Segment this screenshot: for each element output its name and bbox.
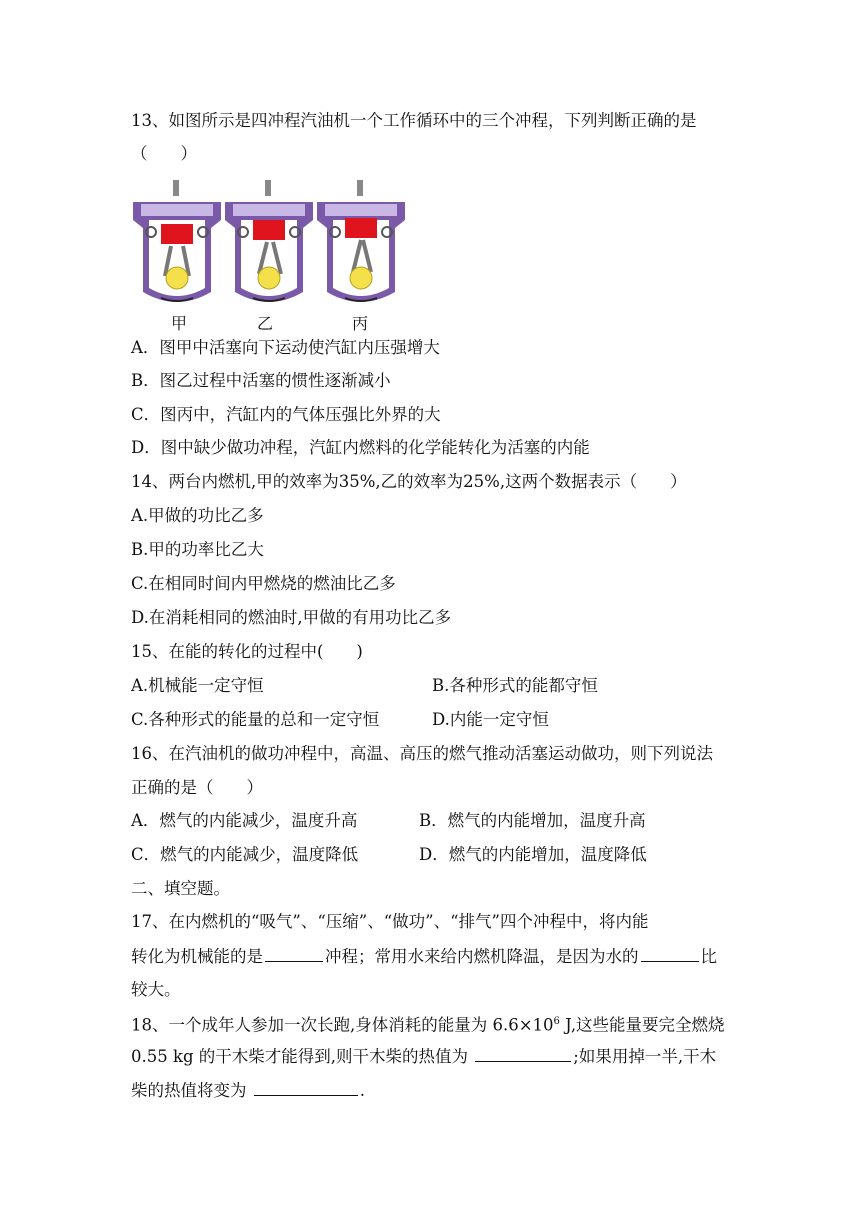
q13-option-b: B．图乙过程中活塞的惯性逐渐减小 (131, 371, 391, 390)
q13-option-c: C．图丙中，汽缸内的气体压强比外界的大 (131, 405, 441, 424)
q14-stem: 14、两台内燃机,甲的效率为35%,乙的效率为25%,这两个数据表示（ ） (131, 472, 687, 491)
q15-option-a: A.机械能一定守恒 (131, 676, 264, 695)
q17-line2 (131, 945, 717, 968)
q18-line1 (131, 1011, 725, 1037)
q17-blank-1[interactable] (265, 945, 323, 962)
q16-stem-line2: 正确的是（ ） (131, 778, 263, 797)
q18-text-c: 0.55 kg 的干木柴才能得到,则干木柴的热值为 (131, 1047, 474, 1066)
q16-option-d: D．燃气的内能增加，温度降低 (419, 845, 647, 864)
q17-text-b: 冲程；常用水来给内燃机降温，是因为水的 (325, 947, 639, 966)
q17-blank-2[interactable] (641, 945, 699, 962)
section-heading-fill-in: 二、填空题。 (131, 879, 230, 898)
q18-exponent: 6 (553, 1016, 560, 1027)
q15-option-c: C.各种形式的能量的总和一定守恒 (131, 710, 380, 729)
q14-option-c: C.在相同时间内甲燃烧的燃油比乙多 (131, 574, 396, 593)
q18-blank-2[interactable] (254, 1079, 358, 1096)
q13-option-a: A．图甲中活塞向下运动使汽缸内压强增大 (131, 338, 440, 357)
q13-stem: 13、如图所示是四冲程汽油机一个工作循环中的三个冲程，下列判断正确的是 (131, 111, 697, 130)
q13-paren: （ ） (131, 144, 197, 163)
q16-option-c: C．燃气的内能减少，温度降低 (131, 845, 359, 864)
engine-jia-diagram (131, 180, 223, 310)
q18-line3 (131, 1079, 365, 1102)
engine-label-jia: 甲 (171, 314, 188, 333)
q16-stem-line1: 16、在汽油机的做功冲程中，高温、高压的燃气推动活塞运动做功，则下列说法 (131, 744, 713, 763)
q15-option-d: D.内能一定守恒 (432, 710, 549, 729)
q17-line1: 17、在内燃机的“吸气”、“压缩”、“做功”、“排气”四个冲程中，将内能 (131, 912, 649, 931)
q17-text-a: 转化为机械能的是 (131, 947, 263, 966)
engine-bing-diagram (315, 180, 407, 310)
q18-text-b: J,这些能量要完全燃烧 (559, 1015, 725, 1035)
q18-text-f: . (359, 1081, 365, 1100)
q13-option-d: D．图中缺少做功冲程，汽缸内燃料的化学能转化为活塞的内能 (131, 438, 590, 457)
q14-option-b: B.甲的功率比乙大 (131, 540, 264, 559)
q14-option-d: D.在消耗相同的燃油时,甲做的有用功比乙多 (131, 608, 452, 627)
q18-blank-1[interactable] (475, 1045, 571, 1062)
q15-stem: 15、在能的转化的过程中( ) (131, 642, 363, 661)
q18-text-e: 柴的热值将变为 (131, 1081, 252, 1100)
engine-label-yi: 乙 (257, 314, 274, 333)
q15-option-b: B.各种形式的能都守恒 (432, 676, 598, 695)
q14-option-a: A.甲做的功比乙多 (131, 506, 264, 525)
q18-line2 (131, 1045, 716, 1068)
q18-text-a: 18、一个成年人参加一次长跑,身体消耗的能量为 6.6×10 (131, 1015, 554, 1035)
q17-line3: 较大。 (131, 980, 181, 999)
engine-label-bing: 丙 (352, 314, 369, 333)
q18-text-d: ;如果用掉一半,干木 (573, 1047, 717, 1066)
engine-yi-diagram (223, 180, 315, 310)
q16-option-a: A．燃气的内能减少，温度升高 (131, 811, 358, 830)
q17-text-c: 比 (700, 947, 717, 966)
q16-option-b: B．燃气的内能增加，温度升高 (419, 811, 646, 830)
